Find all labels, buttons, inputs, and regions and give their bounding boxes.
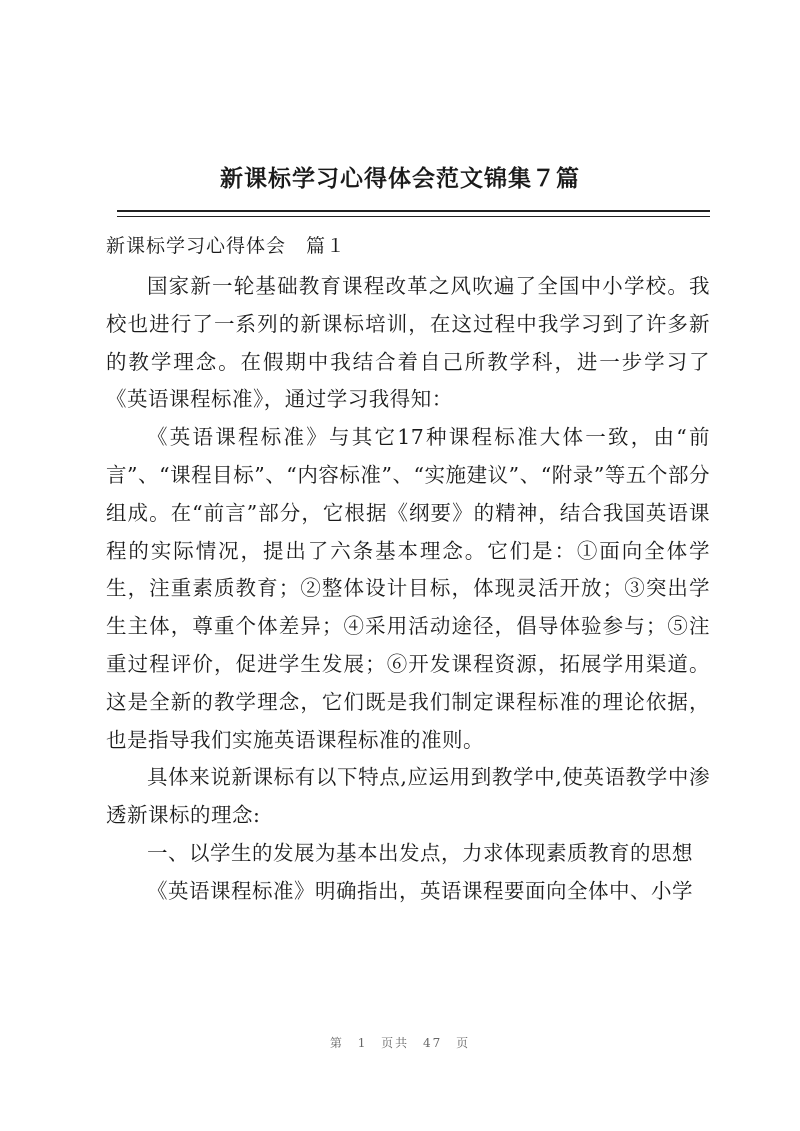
title-divider	[117, 210, 710, 217]
paragraph-3: 具体来说新课标有以下特点,应运用到教学中,使英语教学中渗透新课标的理念:	[106, 765, 710, 828]
paragraph-5: 《英语课程标准》明确指出，英语课程要面向全体中、小学	[147, 878, 693, 903]
section-heading: 新课标学习心得体会 篇１	[106, 235, 347, 257]
page-footer: 第 1 页共 47 页	[329, 1036, 471, 1050]
document-title: 新课标学习心得体会范文锦集７篇	[220, 165, 580, 192]
paragraph-2: 《英语课程标准》与其它17种课程标准大体一致，由“前言”、“课程目标”、“内容标准”、“实施建议”、“附录”等五个部分组成。在“前言”部分，它根据《纲要》的精神，结合我国英语课程的实际情况，提出了六条基本理念。它们是：①面向全体学生，注重素质教育；②整体设计目标，体现灵活开放；③突出学生主体，尊重个体差异；④采用活动途径，倡导体验参与；⑤注重过程评价，促进学生发展；⑥开发课程资源，拓展学用渠道。这是全新的教学理念，它们既是我们制定课程标准的理论依据，也是指导我们实施英语课程标准的准则。	[106, 425, 710, 752]
paragraph-1: 国家新一轮基础教育课程改革之风吹遍了全国中小学校。我校也进行了一系列的新课标培训，在这过程中我学习到了许多新的教学理念。在假期中我结合着自己所教学科，进一步学习了《英语课程标准》，通过学习我得知：	[106, 274, 710, 412]
document-body	[106, 268, 710, 911]
paragraph-4: 一、以学生的发展为基本出发点，力求体现素质教育的思想	[147, 840, 693, 865]
